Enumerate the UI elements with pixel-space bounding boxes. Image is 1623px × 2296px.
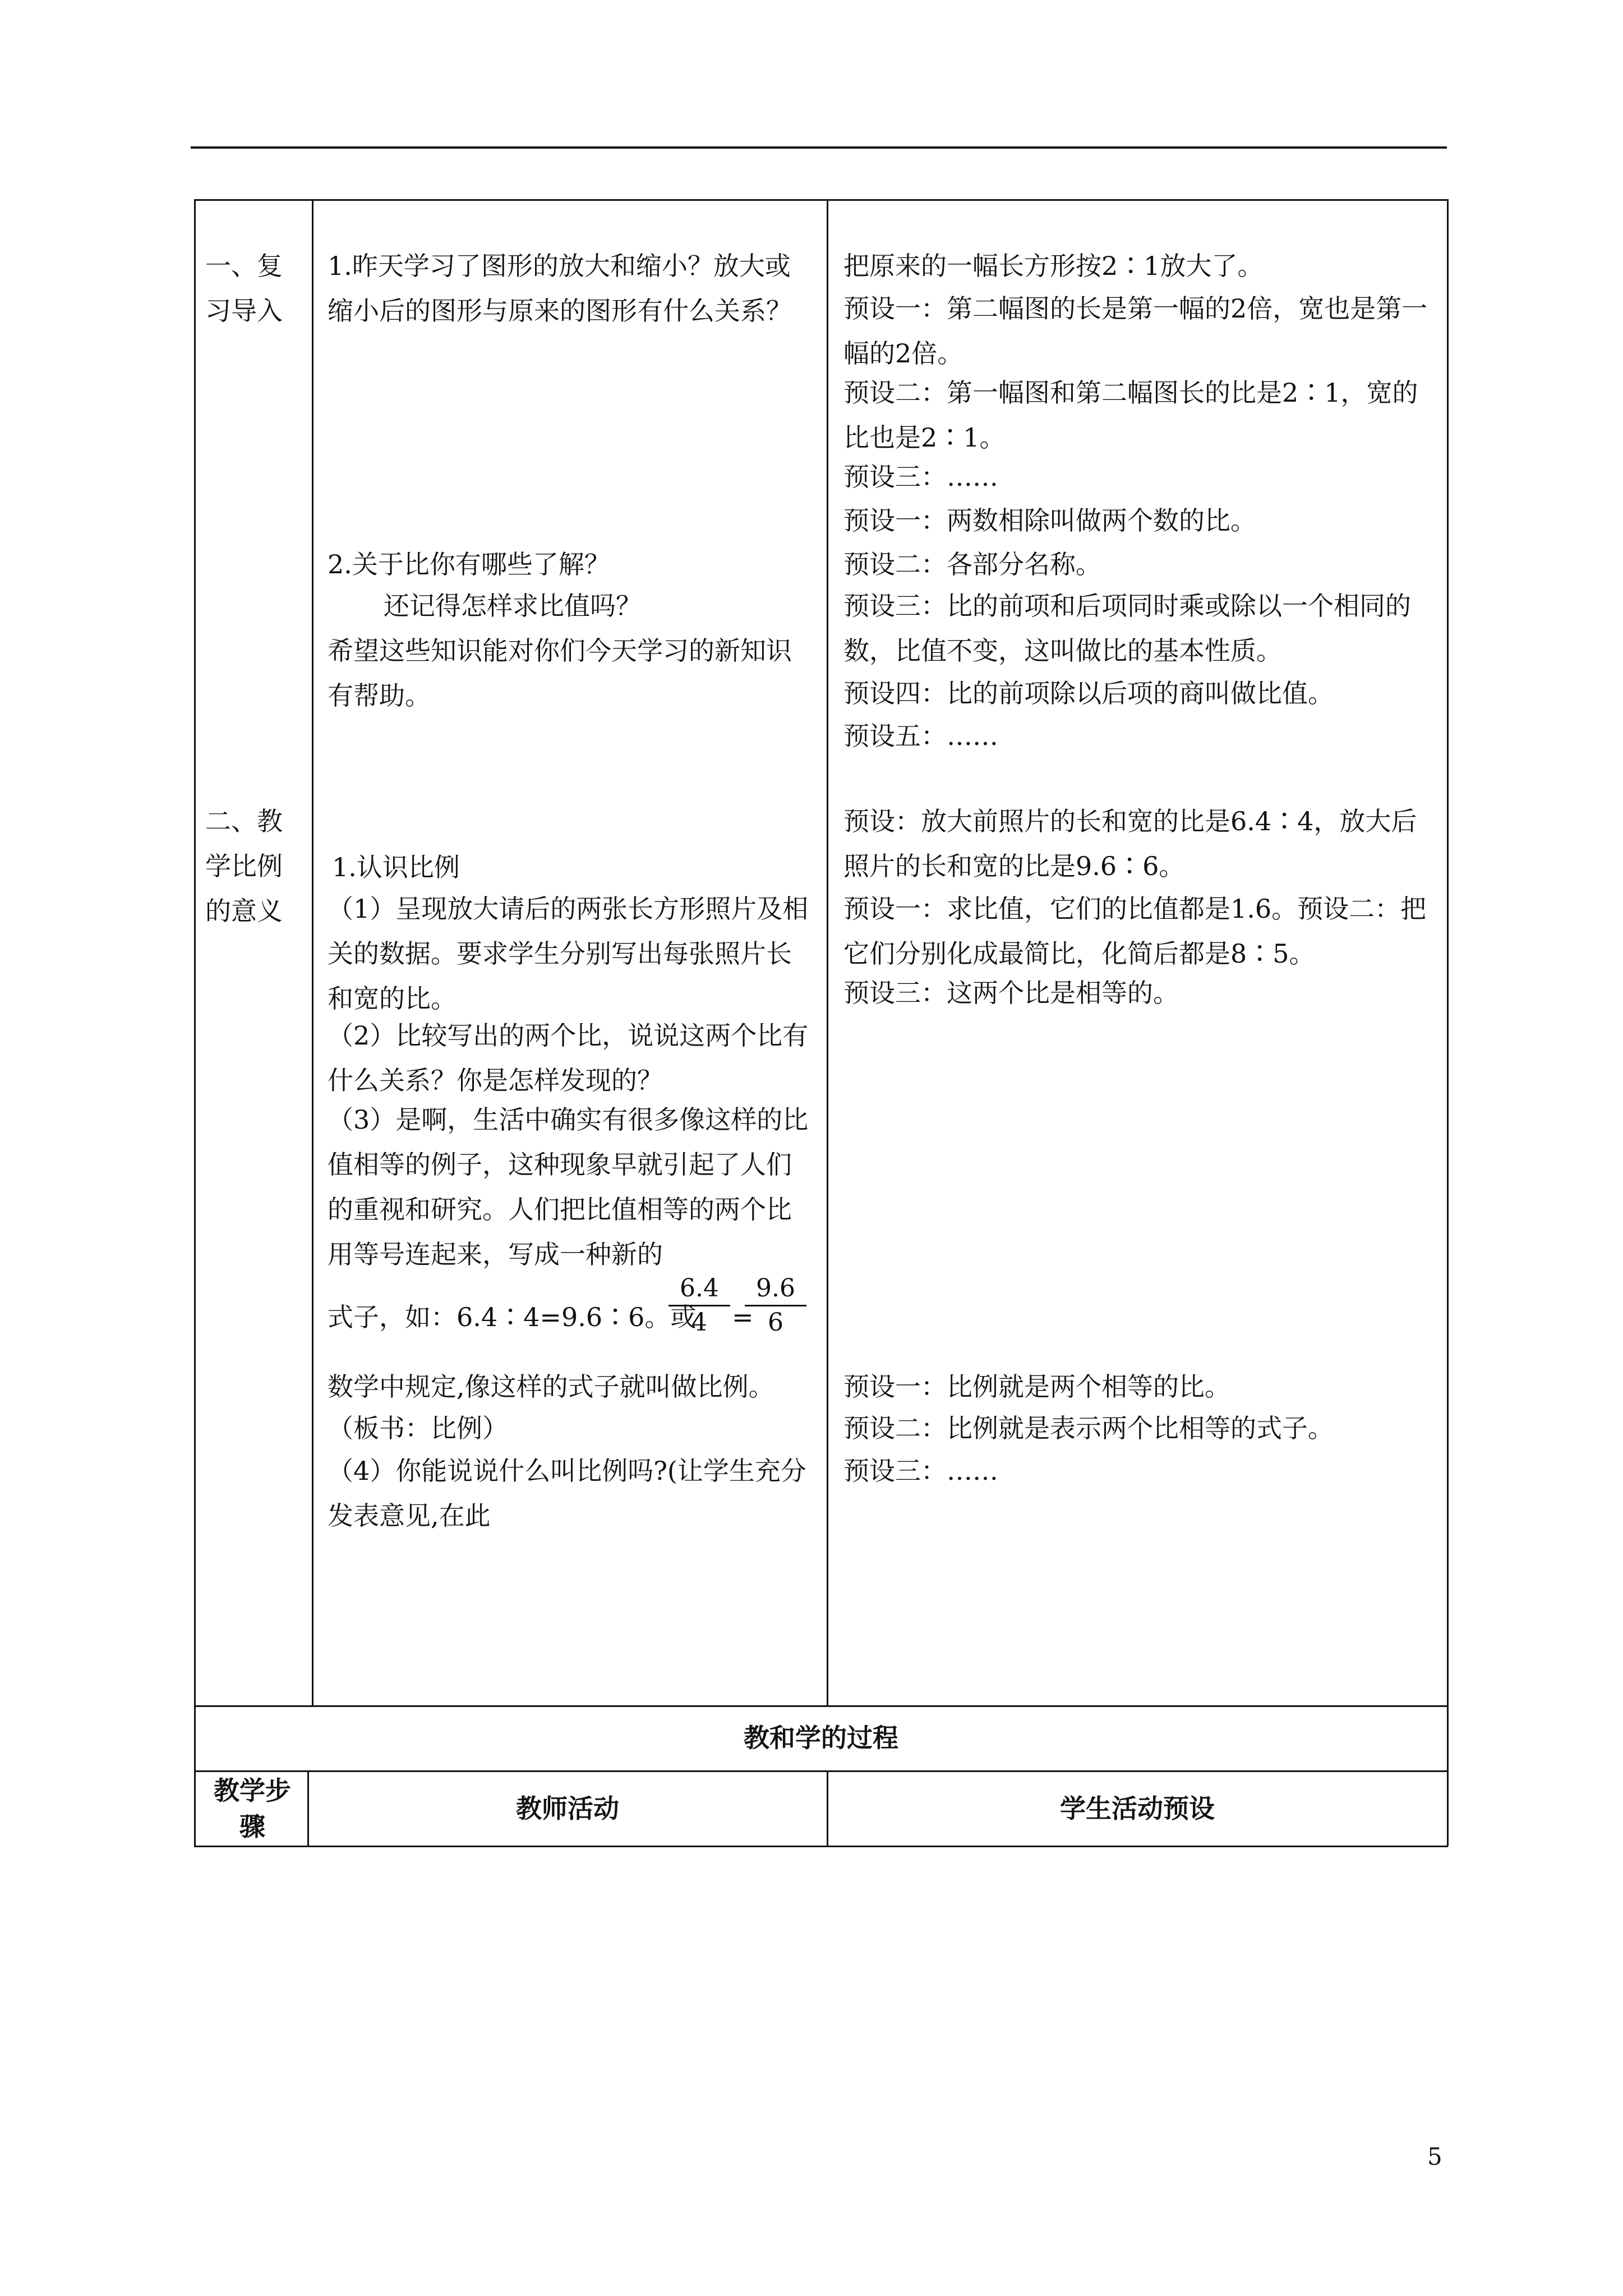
col-divider-2 xyxy=(827,199,828,1706)
teacher-review-question-1: 1.昨天学习了图形的放大和缩小？放大或缩小后的图形与原来的图形有什么关系？ xyxy=(328,251,792,326)
header-step: 教学步骤 xyxy=(214,1775,291,1842)
teacher-proportion-step-2: （2）比较写出的两个比，说说这两个比有什么关系？你是怎样发现的？ xyxy=(328,1020,809,1096)
student-proportion-line-3: 预设三：这两个比是相等的。 xyxy=(843,978,1179,1008)
student-proportion-line-1: 预设：放大前照片的长和宽的比是6.4∶4，放大后照片的长和宽的比是9.6∶6。 xyxy=(843,806,1417,881)
teacher-proportion-step-3: （3）是啊，生活中确实有很多像这样的比值相等的例子，这种现象早就引起了人们的重视和研究。人们把比值相等的两个比用等号连起来，写成一种新的 xyxy=(328,1105,809,1269)
teacher-proportion-formula: 式子，如：6.4∶4=9.6∶6。或 xyxy=(328,1302,697,1332)
student-review-line-1: 把原来的一幅长方形按2∶1放大了。 xyxy=(843,251,1264,281)
student-proportion-line-6: 预设三：…… xyxy=(843,1456,998,1486)
header-rule xyxy=(191,146,1447,149)
table-top-border xyxy=(194,199,1448,201)
student-review-line-4: 预设三：…… xyxy=(843,462,998,492)
student-review-line-2: 预设一：第二幅图的长是第一幅的2倍，宽也是第一幅的2倍。 xyxy=(843,293,1428,369)
section-title-top-border xyxy=(194,1705,1448,1707)
teacher-review-question-2: 2.关于比你有哪些了解？ xyxy=(328,549,610,579)
student-proportion-line-2: 预设一：求比值，它们的比值都是1.6。预设二：把它们分别化成最简比，化简后都是8∶5。 xyxy=(843,894,1427,969)
table-bottom-border xyxy=(194,1846,1448,1847)
student-review-line-6: 预设二：各部分名称。 xyxy=(843,549,1101,579)
table-right-border xyxy=(1447,199,1449,1846)
page-number: 5 xyxy=(1427,2143,1442,2170)
fraction-6-4-over-4: 6.4 4 xyxy=(668,1273,730,1338)
teacher-proportion-definition: 数学中规定,像这样的式子就叫做比例。 xyxy=(328,1372,774,1402)
col-divider-1 xyxy=(312,199,313,1706)
table-left-border xyxy=(194,199,196,1846)
student-proportion-line-5: 预设二：比例就是表示两个比相等的式子。 xyxy=(843,1413,1334,1443)
teacher-proportion-step-1: （1）呈现放大请后的两张长方形照片及相关的数据。要求学生分别写出每张照片长和宽的比。 xyxy=(328,894,809,1014)
teacher-proportion-heading: 1.认识比例 xyxy=(332,852,460,882)
student-review-line-3: 预设二：第一幅图和第二幅图长的比是2∶1，宽的比也是2∶1。 xyxy=(843,378,1418,453)
student-review-line-5: 预设一：两数相除叫做两个数的比。 xyxy=(843,505,1256,536)
student-review-line-7: 预设三：比的前项和后项同时乘或除以一个相同的数，比值不变，这叫做比的基本性质。 xyxy=(843,591,1411,666)
student-proportion-line-4: 预设一：比例就是两个相等的比。 xyxy=(843,1372,1230,1402)
section-title: 教和学的过程 xyxy=(744,1723,898,1753)
teacher-review-closing: 希望这些知识能对你们今天学习的新知识有帮助。 xyxy=(328,636,792,711)
step-cell-review: 一、复习导入 xyxy=(205,251,283,326)
teacher-board-note: （板书：比例） xyxy=(328,1413,508,1443)
header-teacher-activity: 教师活动 xyxy=(516,1793,619,1824)
fraction-equals-sign: = xyxy=(732,1302,754,1332)
student-review-line-9: 预设五：…… xyxy=(843,721,998,751)
teacher-review-question-3: 还记得怎样求比值吗？ xyxy=(384,591,642,621)
fraction-9-6-over-6: 9.6 6 xyxy=(745,1273,806,1338)
header-row-top-border xyxy=(194,1770,1448,1772)
header-student-activity: 学生活动预设 xyxy=(1060,1793,1215,1824)
teacher-proportion-step-4: （4）你能说说什么叫比例吗?(让学生充分发表意见,在此 xyxy=(328,1456,806,1531)
step-cell-proportion-meaning: 二、教学比例的意义 xyxy=(205,806,283,926)
student-review-line-8: 预设四：比的前项除以后项的商叫做比值。 xyxy=(843,678,1334,708)
